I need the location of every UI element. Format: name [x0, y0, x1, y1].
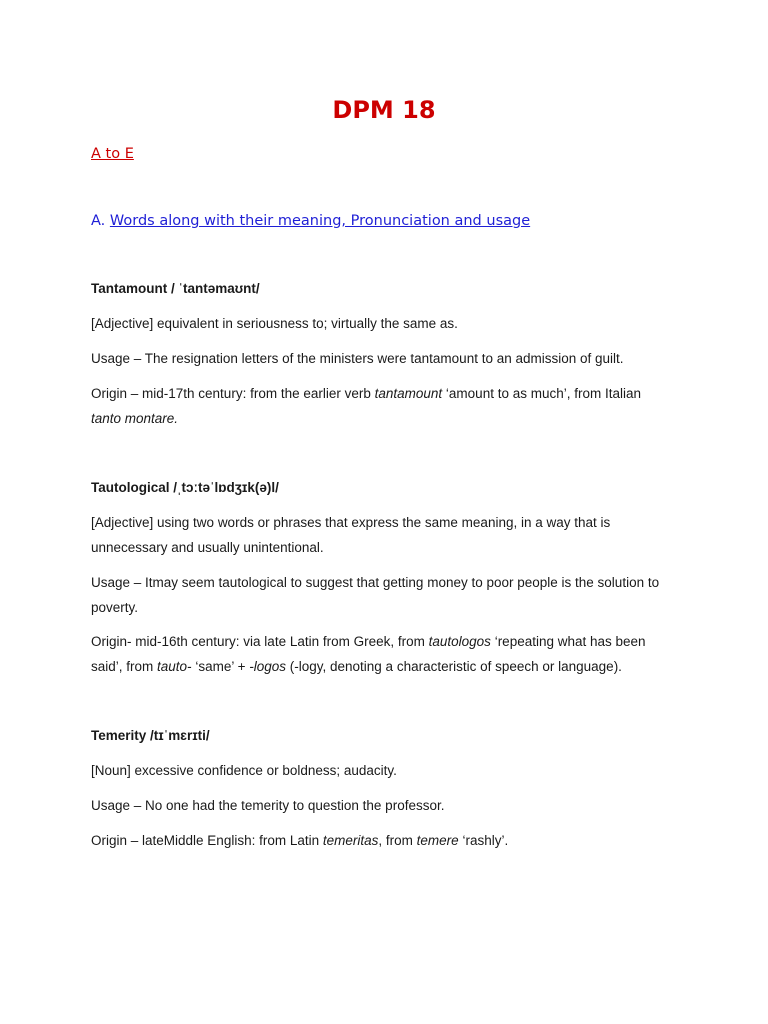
entry-origin-tantamount-cont	[91, 410, 178, 428]
section-heading	[91, 213, 530, 229]
origin-term: tanto montare.	[91, 411, 179, 426]
origin-text: said’, from	[91, 659, 158, 674]
origin-text: , from	[378, 833, 417, 848]
document-subtitle: A to E	[91, 146, 134, 162]
origin-term: temere	[416, 833, 459, 848]
entry-origin-tautological-cont	[91, 658, 622, 676]
origin-term: tauto-	[157, 659, 192, 674]
origin-text: ‘rashly’.	[458, 833, 509, 848]
origin-text: Origin – lateMiddle English: from Latin	[91, 833, 323, 848]
origin-term: tautologos	[428, 634, 491, 649]
origin-text: Origin – mid-17th century: from the earlier verb	[91, 386, 375, 401]
origin-term: tantamount	[374, 386, 443, 401]
origin-term: temeritas	[322, 833, 379, 848]
origin-term: -logos	[249, 659, 286, 674]
entry-headword-temerity: Temerity /tɪˈmɛrɪti/	[91, 728, 210, 743]
entry-definition-temerity: [Noun] excessive confidence or boldness; audacity.	[91, 763, 397, 778]
document-title: DPM 18	[332, 96, 436, 124]
origin-text: (-logy, denoting a characteristic of speech or language).	[286, 659, 622, 674]
entry-headword-tantamount: Tantamount / ˈtantəmaʊnt/	[91, 281, 260, 296]
entry-definition-tautological-cont: unnecessary and usually unintentional.	[91, 540, 324, 555]
entry-headword-tautological: Tautological /ˌtɔːtəˈlɒdʒɪk(ə)l/	[91, 480, 279, 495]
section-heading-link[interactable]: Words along with their meaning, Pronunciation and usage	[109, 213, 531, 229]
origin-text: ‘repeating what has been	[490, 634, 646, 649]
entry-definition-tantamount: [Adjective] equivalent in seriousness to; virtually the same as.	[91, 316, 458, 331]
section-letter: A.	[91, 213, 106, 229]
entry-origin-tautological	[91, 633, 646, 651]
entry-usage-tautological-cont: poverty.	[91, 600, 139, 615]
entry-origin-temerity	[91, 832, 508, 850]
entry-definition-tautological: [Adjective] using two words or phrases that express the same meaning, in a way that is	[91, 515, 611, 530]
entry-usage-temerity: Usage – No one had the temerity to question the professor.	[91, 798, 445, 813]
entry-usage-tantamount: Usage – The resignation letters of the ministers were tantamount to an admission of guilt.	[91, 351, 624, 366]
entry-origin-tantamount	[91, 385, 641, 403]
origin-text: ‘amount to as much’, from Italian	[442, 386, 642, 401]
origin-text: Origin- mid-16th century: via late Latin from Greek, from	[91, 634, 429, 649]
entry-usage-tautological: Usage – Itmay seem tautological to suggest that getting money to poor people is the solution to	[91, 575, 660, 590]
origin-text: ‘same’ +	[191, 659, 250, 674]
